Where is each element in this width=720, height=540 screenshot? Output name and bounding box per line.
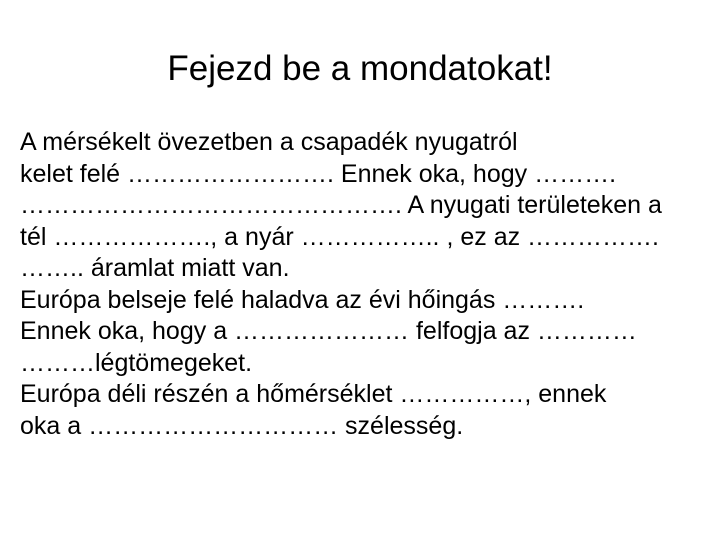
text-line: oka a ………………………… szélesség.: [20, 411, 464, 440]
slide-title: Fejezd be a mondatokat!: [167, 49, 553, 88]
text-line: kelet felé ……………………. Ennek oka, hogy ……….: [20, 159, 617, 188]
text-line: A mérsékelt övezetben a csapadék nyugatról: [20, 128, 518, 156]
text-line: ………………………………………. A nyugati területeken a: [20, 191, 662, 219]
slide-body: [20, 127, 710, 442]
text-line: Európa belseje felé haladva az évi hőingás ……….: [20, 285, 585, 314]
text-line: Európa déli részén a hőmérséklet ……………, ennek: [20, 380, 607, 408]
text-line: ………légtömegeket.: [20, 348, 253, 377]
text-line: Ennek oka, hogy a ………………… felfogja az …………: [20, 317, 637, 345]
text-line: tél ………………., a nyár …………….. , ez az …………….: [20, 222, 659, 251]
text-line: …….. áramlat miatt van.: [20, 254, 290, 282]
